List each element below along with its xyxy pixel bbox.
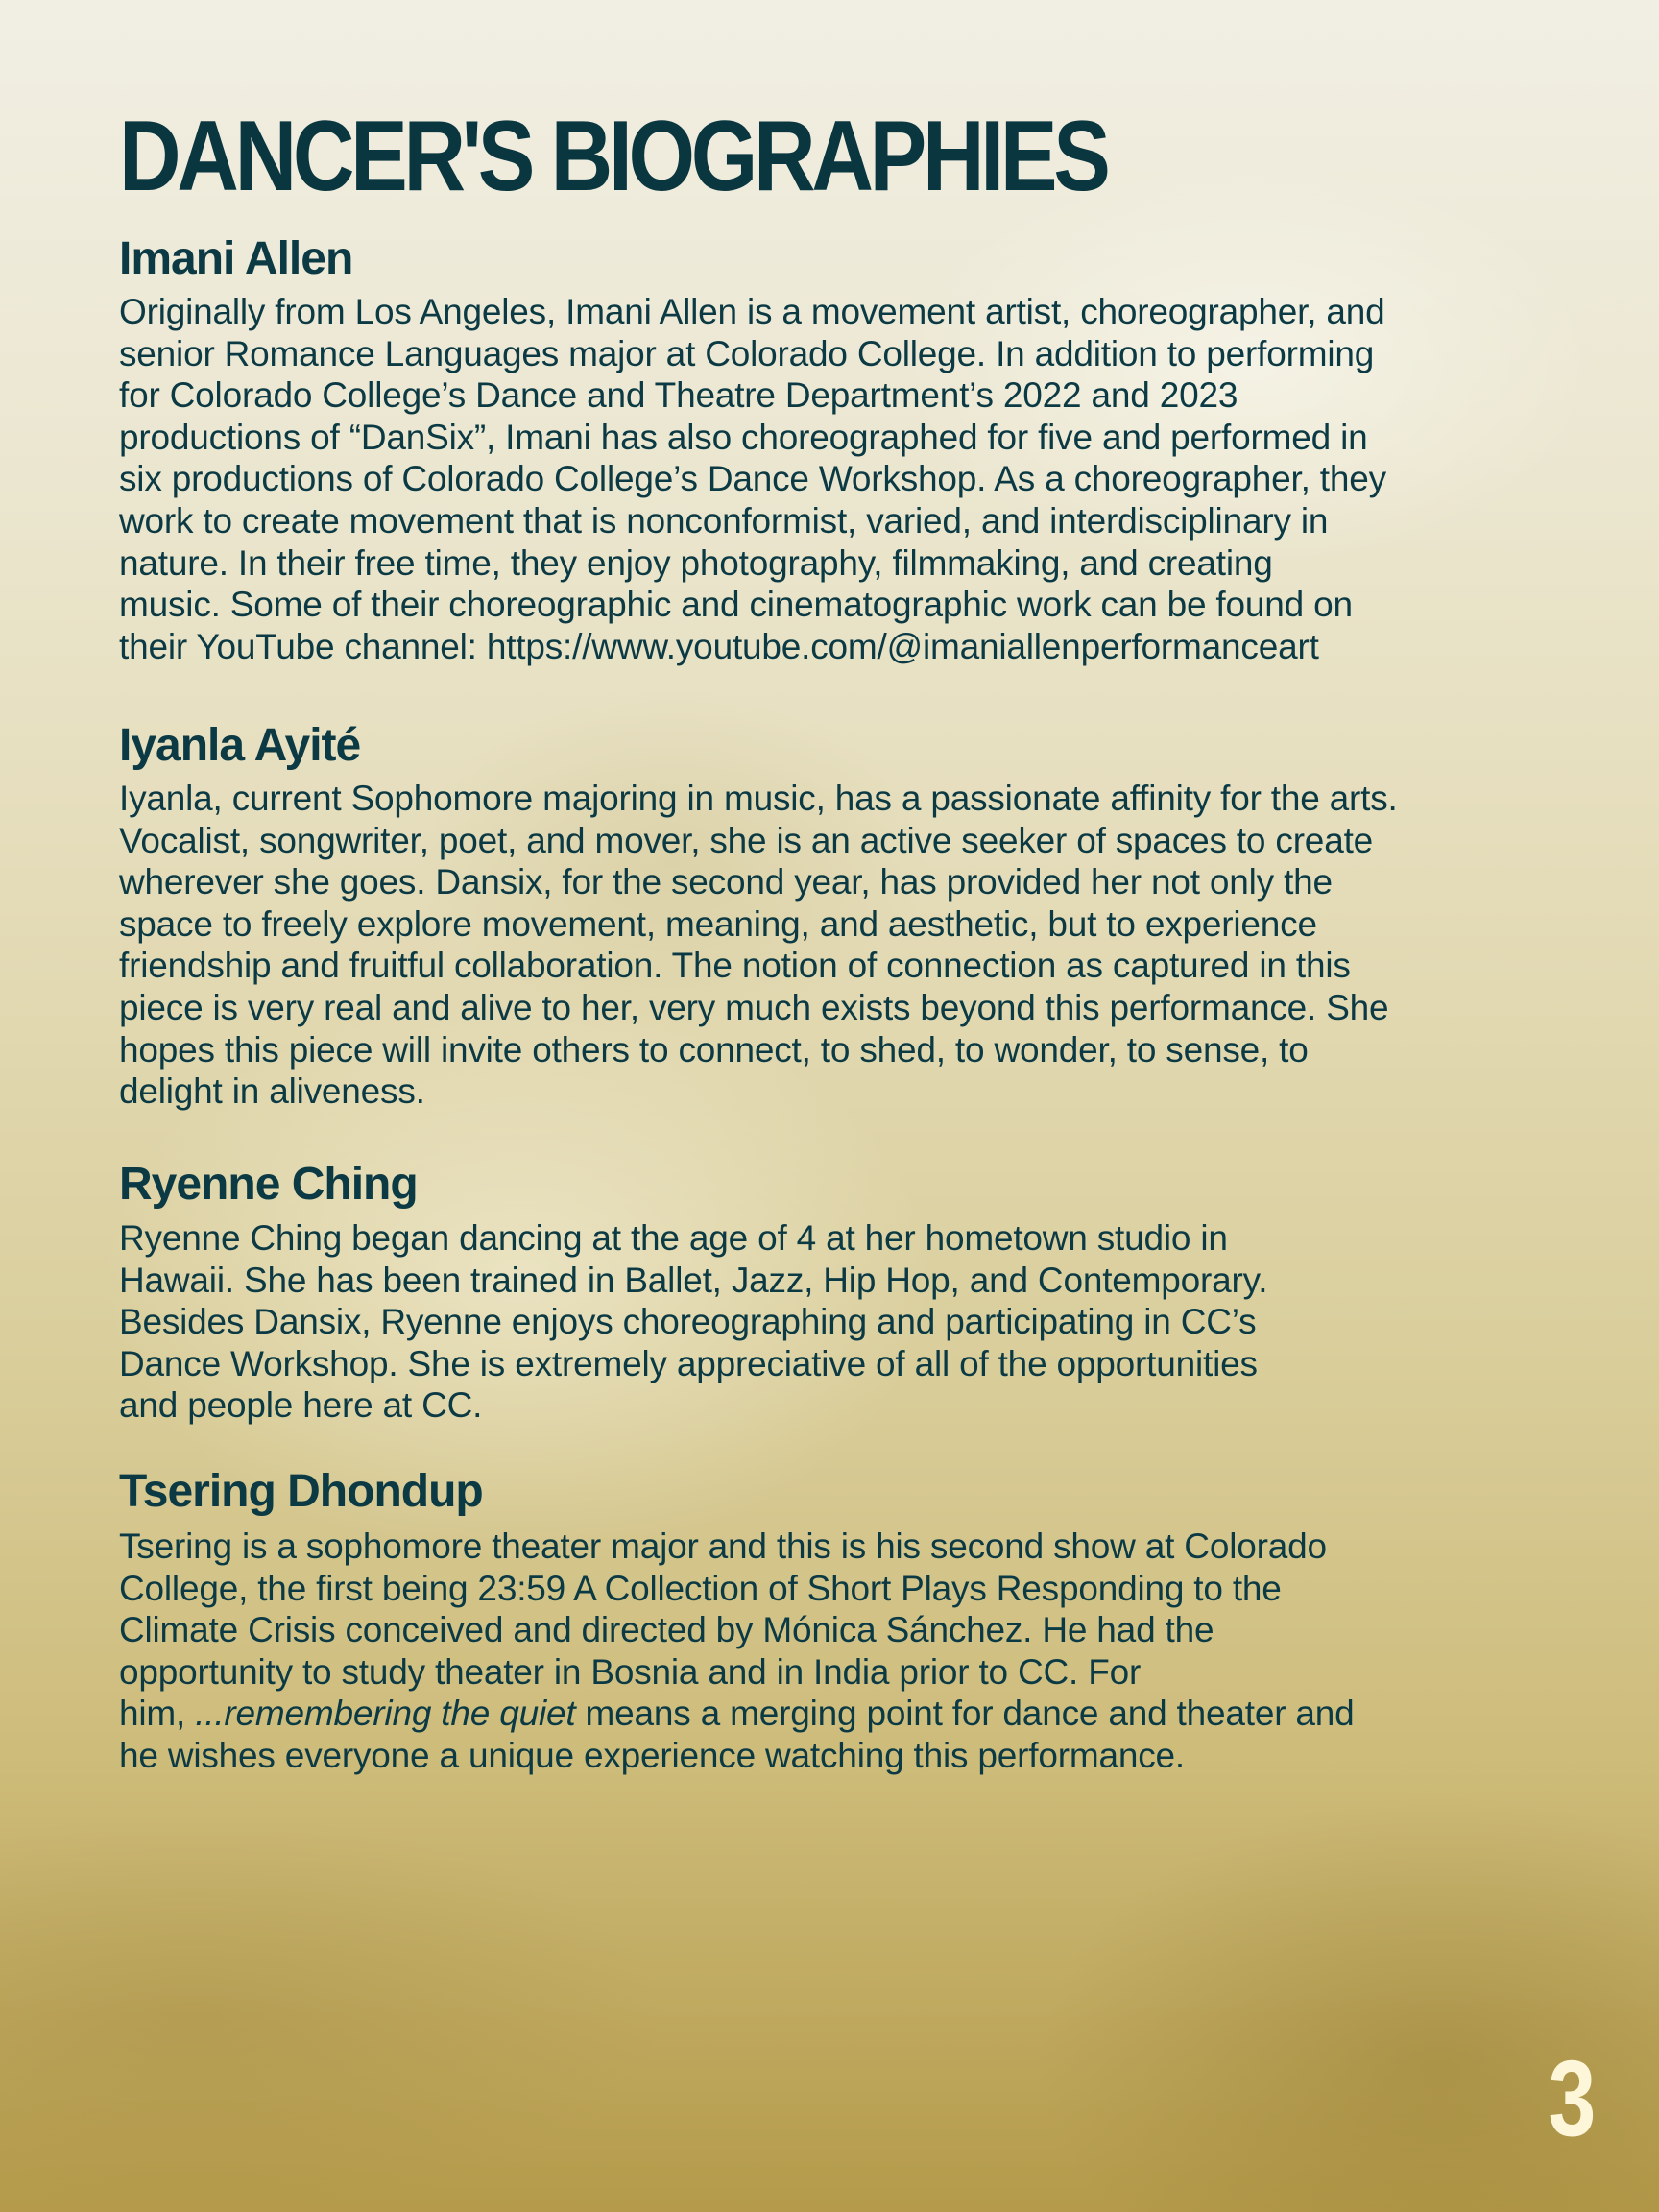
bio-line: wherever she goes. Dansix, for the second year, has provided her not only the bbox=[119, 862, 1333, 902]
bio-name: Tsering Dhondup bbox=[119, 1466, 483, 1517]
bio-line: hopes this piece will invite others to connect, to shed, to wonder, to sense, to bbox=[119, 1029, 1309, 1070]
page-content bbox=[119, 101, 1559, 1775]
bio-line: music. Some of their choreographic and cinematographic work can be found on bbox=[119, 585, 1353, 625]
bio-line: Dance Workshop. She is extremely appreciative of all of the opportunities bbox=[119, 1343, 1258, 1383]
performance-title: ...remembering the quiet bbox=[195, 1694, 576, 1734]
bio-line: friendship and fruitful collaboration. The notion of connection as captured in this bbox=[119, 946, 1351, 986]
bio-text bbox=[119, 291, 1386, 667]
bio-name: Iyanla Ayité bbox=[119, 720, 361, 771]
bio-line: Vocalist, songwriter, poet, and mover, she is an active seeker of spaces to create bbox=[119, 820, 1374, 860]
bio-line: productions of “DanSix”, Imani has also choreographed for five and performed in bbox=[119, 417, 1368, 457]
bio-iyanla-ayite bbox=[119, 718, 1398, 1113]
bio-line: and people here at CC. bbox=[119, 1385, 483, 1426]
bio-line: senior Romance Languages major at Colorado College. In addition to performing bbox=[119, 333, 1375, 373]
bio-ryenne-ching bbox=[119, 1157, 1267, 1427]
bio-line: College, the first being 23:59 A Collection of Short Plays Responding to the bbox=[119, 1568, 1282, 1608]
page-number: 3 bbox=[1548, 2038, 1596, 2158]
bio-line bbox=[119, 1693, 1355, 1735]
bio-line: piece is very real and alive to her, very much exists beyond this performance. She bbox=[119, 987, 1389, 1027]
bio-line: Tsering is a sophomore theater major and this is his second show at Colorado bbox=[119, 1527, 1327, 1566]
bio-imani-allen bbox=[119, 231, 1386, 667]
bio-tsering-dhondup bbox=[119, 1464, 1355, 1777]
bio-line: Ryenne Ching began dancing at the age of 4 at her hometown studio in bbox=[119, 1218, 1228, 1258]
bio-line: he wishes everyone a unique experience watching this performance. bbox=[119, 1735, 1185, 1775]
bio-text bbox=[119, 1526, 1355, 1777]
bio-line: Iyanla, current Sophomore majoring in music, has a passionate affinity for the arts. bbox=[119, 779, 1398, 818]
bio-line-prefix: him, bbox=[119, 1694, 196, 1734]
bio-line: space to freely explore movement, meaning, and aesthetic, but to experience bbox=[119, 903, 1317, 944]
bio-line: Hawaii. She has been trained in Ballet, Jazz, Hip Hop, and Contemporary. bbox=[119, 1260, 1268, 1300]
bio-line: nature. In their free time, they enjoy photography, filmmaking, and creating bbox=[119, 542, 1273, 583]
bio-line: opportunity to study theater in Bosnia and in India prior to CC. For bbox=[119, 1651, 1142, 1692]
bio-line: Originally from Los Angeles, Imani Allen is a movement artist, choreographer, and bbox=[119, 292, 1385, 331]
bio-text bbox=[119, 1217, 1267, 1427]
bio-text bbox=[119, 778, 1398, 1113]
bio-name: Ryenne Ching bbox=[119, 1159, 418, 1210]
bio-line: six productions of Colorado College’s Dance Workshop. As a choreographer, they bbox=[119, 459, 1386, 499]
bio-line-suffix: means a merging point for dance and theater and bbox=[575, 1694, 1355, 1734]
bio-line: for Colorado College’s Dance and Theatre Department’s 2022 and 2023 bbox=[119, 375, 1238, 416]
bio-line: work to create movement that is nonconformist, varied, and interdisciplinary in bbox=[119, 500, 1329, 541]
page-title: DANCER'S BIOGRAPHIES bbox=[119, 101, 1107, 212]
bio-name: Imani Allen bbox=[119, 233, 353, 284]
bio-line: Besides Dansix, Ryenne enjoys choreographing and participating in CC’s bbox=[119, 1302, 1257, 1342]
bio-line: their YouTube channel: https://www.youtube.com/@imaniallenperformanceart bbox=[119, 626, 1319, 666]
bio-line: Climate Crisis conceived and directed by Mónica Sánchez. He had the bbox=[119, 1610, 1214, 1650]
bio-line: delight in aliveness. bbox=[119, 1071, 425, 1112]
